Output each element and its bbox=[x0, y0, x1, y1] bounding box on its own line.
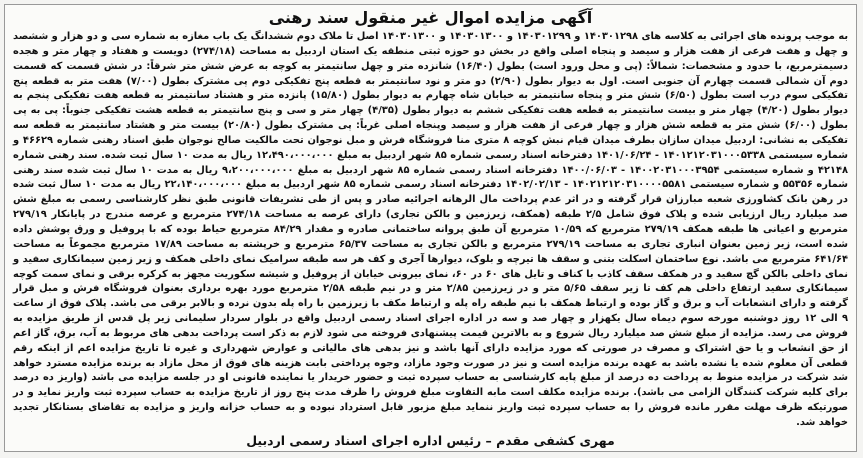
notice-title: آگهی مزایده اموال غیر منقول سند رهنی bbox=[268, 8, 593, 27]
notice-body: به موجب پرونده های اجرائی به کلاسه های ۱۴۰۳۰۱۲۹۸ و ۱۴۰۳۰۱۲۹۹ و ۱۴۰۳۰۱۳۰۰ و ۱۴۰۳۰۱۳۰۰ اصل تا ملاک دوم ششدانگ یک باب مغازه به شماره سی و دو هزار و ششصد و چهل و هفت فرعی از هفت هزار و سیصد و پنجاه اصلی واقع در بخش دو حوزه ثبتی منطقه یک استان اردبیل به مساحت (۲۷۴/۱۸) دویست و هفتاد و چهار متر و هجده دسیمترمربع، با حدود و مشخصات: شمالاً: (پی و محل ورود است) بطول (۱۶/۴۰) شانزده متر و چهل سانتیمتر به کوچه به عرض شش متر شرقاً: در شش قسمت که قسمت دوم آن شمالی قسمت چهارم آن جنوبی است. اول به دیوار بطول (۲/۹۰) دو متر و نود سانتیمتر به قطعه پنج تفکیکی دوم پی مشترک بطول (۷/۰۰) هفت متر به قطعه پنج تفکیکی سوم درب است بطول (۶/۵۰) شش متر و پنجاه سانتیمتر به خیابان شاه چهارم به دیوار بطول (۱۵/۸۰) پانزده متر و هشتاد سانتیمتر به قطعه هفت تفکیکی پنجم به دیوار بطول (۴/۲۰) چهار متر و بیست سانتیمتر به قطعه هفت تفکیکی ششم به دیوار بطول (۴/۳۵) چهار متر و سی و پنج سانتیمتر به قطعه هشت تفکیکی جنوباً: پی به پی بطول (۶/۰۰) شش متر به قطعه شش هزار و چهار فرعی از هفت هزار و سیصد وپنجاه اصلی غرباً: پی مشترک بطول (۲۰/۸۰) بیست متر و هشتاد سانتیمتر به قطعه سه تفکیکی به نشانی: اردبیل میدان سازان بطرف میدان قیام نبش کوچه ۸ متری منا فروشگاه فرش و مبل نوجوان تحت مالکیت صالح نوجوان طبق اسناد رهنی شماره ۴۶۶۲۹ و شماره سیستمی ۱۴۰۱۲۱۲۰۳۱۰۰۰۵۳۳۸ - ۱۴۰۱/۰۶/۲۴ دفترخانه اسناد رسمی شماره ۸۵ شهر اردبیل به مبلغ ۱۲،۴۹۰،۰۰۰،۰۰۰ ریال به مدت ۱۰ سال ثبت شده. سند رهنی شماره ۴۲۱۴۸ و شماره سیستمی ۱۴۰۰۲۰۳۱۰۰۰۳۹۵۴ - ۱۴۰۰/۰۶/۰۳ دفترخانه اسناد رسمی شماره ۸۵ شهر اردبیل به مبلغ ۹،۲۰۰،۰۰۰،۰۰۰ ریال به مدت ۱۰ سال ثبت شده سند رهنی شماره ۵۵۳۵۶ و شماره سیستمی ۱۴۰۲۱۲۱۲۰۳۱۰۰۰۰۵۵۸۱ - ۱۴۰۲/۰۲/۱۳ دفترخانه اسناد رسمی شماره ۸۵ شهر اردبیل به مبلغ ۲۲،۱۴۰،۰۰۰،۰۰۰ ریال به مدت ۱۰ سال ثبت شده در رهن بانک کشاورزی شعبه مبارزان قرار گرفته و در اثر عدم پرداخت مال الرهانه اجرائیه صادر و پس از طی تشریفات قانونی طبق نظر کارشناسی رسمی به مبلغ شش صد میلیارد ریال ارزیابی شده و پلاک فوق شامل ۲/۵ طبقه (همکف، زیرزمین و بالکن تجاری) دارای عرصه به مساحت ۲۷۴/۱۸ مترمربع و عرصه مندرج در پایانکار ۲۷۹/۱۹ مترمربع و اعیانی ها طبقه همکف ۲۷۹/۱۹ مترمربع که ۱۰/۵۹ مترمربع آن طبق پروانه ساختمانی صادره و مقدار ۸۴/۲۹ مترمربع حیاط بوده که با پروفیل و ورق پوشش داده شده است، زیر زمین بعنوان انباری تجاری به مساحت ۲۷۹/۱۹ مترمربع و بالکن تجاری به مساحت ۶۵/۳۷ مترمربع و خرپشته به مساحت ۱۷/۸۹ مترمربع مجموعاً به مساحت ۶۴۱/۶۴ مترمربع می باشد. نوع ساختمان اسکلت بتنی و سقف ها تیرچه و بلوک، دیوارها آجری و کف هر سه طبقه سرامیک نمای داخلی همکف و زیر زمین سیمانکاری سفید و نمای داخلی بالکن گچ سفید و در همکف سقف کاذب با کناف و تایل های ۶۰ در ۶۰، نمای بیرونی خیابان از پروفیل و شیشه سکوریت مجهز به کرکره برقی و نمای سمت کوچه سیمانکاری سفید ارتفاع داخلی هم کف تا زیر سقف ۵/۶۵ متر و در زیرزمین ۲/۸۵ متر و در نیم طبقه ۲/۵۸ مترمربع مورد بهره برداری بعنوان فروشگاه فرش و مبل قرار گرفته و دارای انشعابات آب و برق و گاز بوده و ارتباط همکف با نیم طبقه راه پله و ارتباط مکف با زیرزمین با راه پله بدون نرده و بالابر برقی می باشد. پلاک فوق از ساعت ۹ الی ۱۲ روز دوشنبه مورخه سوم دیماه سال یکهزار و چهار صد و سه در اداره اجرای اسناد رسمی اردبیل واقع در بلوار سردار سلیمانی زیر پل قدس از طریق مزایده به فروش می رسد. مزایده از مبلغ شش صد میلیارد ریال شروع و به بالاترین قیمت پیشنهادی فروخته می شود لازم به ذکر است پرداخت بدهی های مربوط به آب، برق، گاز اعم از حق انشعاب و یا حق اشتراک و مصرف در صورتی که مورد مزایده دارای آنها باشد و نیز بدهی های مالیاتی و عوارض شهرداری و غیره تا تاریخ مزایده اعم از اینکه رقم قطعی آن معلوم شده یا نشده باشد به عهده برنده مزایده است و نیز در صورت وجود مازاد، وجوه پرداختی بابت هزینه های فوق از محل مازاد به برنده مزایده مسترد خواهد شد شرکت در مزایده منوط به پرداخت ده درصد از مبلغ پایه کارشناسی به حساب سپرده ثبت و حضور خریدار یا نماینده قانونی او در جلسه مزایده می باشد (واریز ده درصد برای کلیه شرکت کنندگان الزامی می باشد). برنده مزایده مکلف است مابه التفاوت مبلغ فروش را ظرف مدت پنج روز از تاریخ مزایده به حساب سپرده ثبت واریز نماید و در صورتیکه ظرف مهلت مقرر مانده فروش را به حساب سپرده ثبت واریز ننماید مبلغ مزبور قابل استرداد نبوده و به حساب خزانه واریز و مزایده به تقاضای بستانکار تجدید خواهد شد. bbox=[13, 31, 849, 428]
auction-notice bbox=[4, 4, 857, 452]
notice-signature: مهری کشفی مقدم – رئیس اداره اجرای اسناد رسمی اردبیل bbox=[246, 432, 615, 448]
